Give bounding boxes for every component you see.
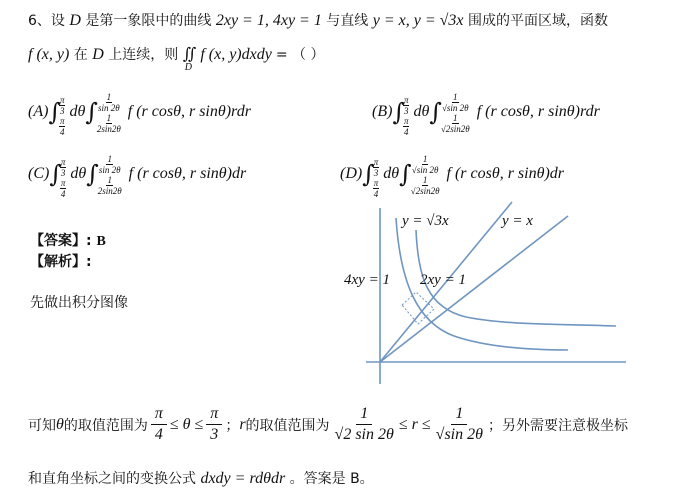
curves: 2xy = 1, 4xy = 1	[215, 12, 322, 29]
label-4xy: 4xy = 1	[344, 272, 390, 288]
conclusion-prefix: 可知	[28, 417, 56, 434]
answer-line	[30, 230, 106, 250]
line-y-x	[380, 216, 568, 362]
inner-integral-sign: ∫	[85, 98, 98, 126]
conclusion-line-1	[28, 404, 628, 445]
option-d	[340, 154, 564, 199]
option-a	[28, 92, 251, 137]
one: 1	[106, 92, 112, 102]
var-d: D	[69, 12, 81, 29]
sin2t: sin 2θ	[98, 165, 121, 175]
four: 4	[60, 189, 66, 199]
option-d-label: (D)	[340, 165, 363, 182]
pi: π	[59, 95, 65, 105]
pi: π	[373, 178, 379, 188]
four: 4	[373, 189, 379, 199]
dtheta: dθ	[70, 165, 87, 182]
theta-range: ≤ θ ≤	[169, 415, 204, 433]
outer-integral-sign: ∫	[48, 98, 61, 126]
one: 1	[107, 175, 112, 185]
four: 4	[403, 127, 409, 137]
double-integral	[182, 46, 276, 73]
inner-limits	[410, 154, 441, 194]
question-number: 6、设	[28, 13, 65, 29]
one: 1	[356, 404, 372, 425]
dtheta: dθ	[383, 165, 400, 182]
three: 3	[373, 168, 379, 178]
sqrt-2sin2t: √2sin2θ	[440, 124, 470, 134]
one: 1	[422, 154, 428, 164]
pi: π	[151, 404, 167, 425]
conclusion-line-2	[28, 468, 374, 488]
stem-a: 是第一象限中的曲线	[85, 13, 212, 29]
option-c	[28, 154, 247, 199]
lines: y = x, y = √3x	[372, 12, 464, 29]
inner-limits	[440, 92, 471, 132]
step-1: 先做出积分图像	[30, 295, 128, 311]
stem-b: 与直线	[326, 13, 369, 29]
inner-limits	[96, 92, 122, 132]
stem-c: 围成的平面区域，函数	[467, 13, 608, 29]
stem-d: 在	[73, 47, 88, 63]
one: 1	[451, 404, 467, 425]
integrand: f (r cosθ, r sinθ)rdr	[476, 103, 600, 120]
conclusion-mid2: 的取值范围为	[245, 417, 330, 434]
outer-integral-sign: ∫	[49, 160, 62, 188]
analysis-label: 【解析】:	[30, 254, 92, 270]
pi: π	[403, 95, 409, 105]
var-d-2: D	[92, 46, 104, 63]
theta: θ	[56, 415, 64, 433]
four: 4	[59, 127, 65, 137]
three: 3	[403, 106, 409, 116]
region-graph	[336, 200, 636, 390]
one: 1	[453, 92, 458, 102]
two-sin2t: 2sin2θ	[97, 186, 122, 196]
sqrt-sin2t: √sin 2θ	[411, 165, 439, 175]
sqrt-sin2t: √sin 2θ	[441, 103, 469, 113]
option-a-label: (A)	[28, 103, 49, 120]
pi: π	[206, 404, 222, 425]
stem-f: = （ ）	[275, 47, 325, 63]
transform-formula: dxdy = rdθdr	[200, 470, 286, 487]
integral-subscript: D	[184, 62, 192, 73]
integrand: f (r cosθ, r sinθ)rdr	[127, 103, 251, 120]
question-line-2	[28, 44, 325, 73]
outer-integral-sign: ∫	[392, 98, 405, 126]
r-var: r	[239, 415, 246, 433]
inner-integral-sign: ∫	[429, 98, 442, 126]
option-c-label: (C)	[28, 165, 50, 182]
den-lo: √2 sin 2θ	[334, 426, 394, 443]
one: 1	[422, 175, 428, 185]
outer-limits	[60, 157, 67, 199]
line2-b: 。答案是 B。	[289, 471, 374, 487]
dtheta: dθ	[413, 103, 430, 120]
outer-limits	[403, 95, 410, 137]
integrand: f (r cosθ, r sinθ)dr	[446, 165, 564, 182]
line2-a: 和直角坐标之间的变换公式	[28, 471, 196, 487]
label-y-x: y = x	[502, 213, 533, 229]
inner-integral-sign: ∫	[399, 160, 412, 188]
option-b-label: (B)	[372, 103, 393, 120]
inner-integral-sign: ∫	[86, 160, 99, 188]
answer-value: B	[96, 234, 106, 249]
den-hi: √sin 2θ	[435, 426, 483, 443]
pi: π	[403, 116, 409, 126]
inner-limits	[97, 154, 123, 194]
sqrt-2sin2t: √2sin2θ	[410, 186, 440, 196]
one: 1	[106, 113, 112, 123]
one: 1	[107, 154, 112, 164]
one: 1	[453, 113, 458, 123]
label-2xy: 2xy = 1	[420, 272, 466, 288]
integrand: f (r cosθ, r sinθ)dr	[128, 165, 247, 182]
conclusion-mid1: 的取值范围为	[63, 417, 148, 434]
two-sin2t: 2sin2θ	[96, 124, 121, 134]
dtheta: dθ	[69, 103, 86, 120]
pi: π	[59, 116, 65, 126]
double-integral-text: ∬ f (x, y)dxdy	[182, 46, 272, 63]
three: 3	[210, 426, 219, 443]
outer-integral-sign: ∫	[362, 160, 375, 188]
pi: π	[60, 157, 66, 167]
r-range: ≤ r ≤	[398, 415, 431, 433]
pi: π	[373, 157, 379, 167]
pi: π	[60, 178, 66, 188]
label-y-sqrt3x: y = √3x	[402, 213, 449, 229]
answer-label: 【答案】:	[30, 233, 92, 249]
separator: ；	[225, 417, 240, 434]
sin2t: sin 2θ	[97, 103, 120, 113]
option-b	[372, 92, 600, 137]
three: 3	[60, 168, 66, 178]
question-line-1	[28, 10, 608, 30]
outer-limits	[373, 157, 380, 199]
four: 4	[154, 426, 163, 443]
conclusion-tail: ；另外需要注意极坐标	[487, 417, 628, 434]
func-f: f (x, y)	[28, 46, 70, 63]
three: 3	[59, 106, 65, 116]
outer-limits	[59, 95, 66, 137]
stem-e: 上连续，则	[108, 47, 179, 63]
